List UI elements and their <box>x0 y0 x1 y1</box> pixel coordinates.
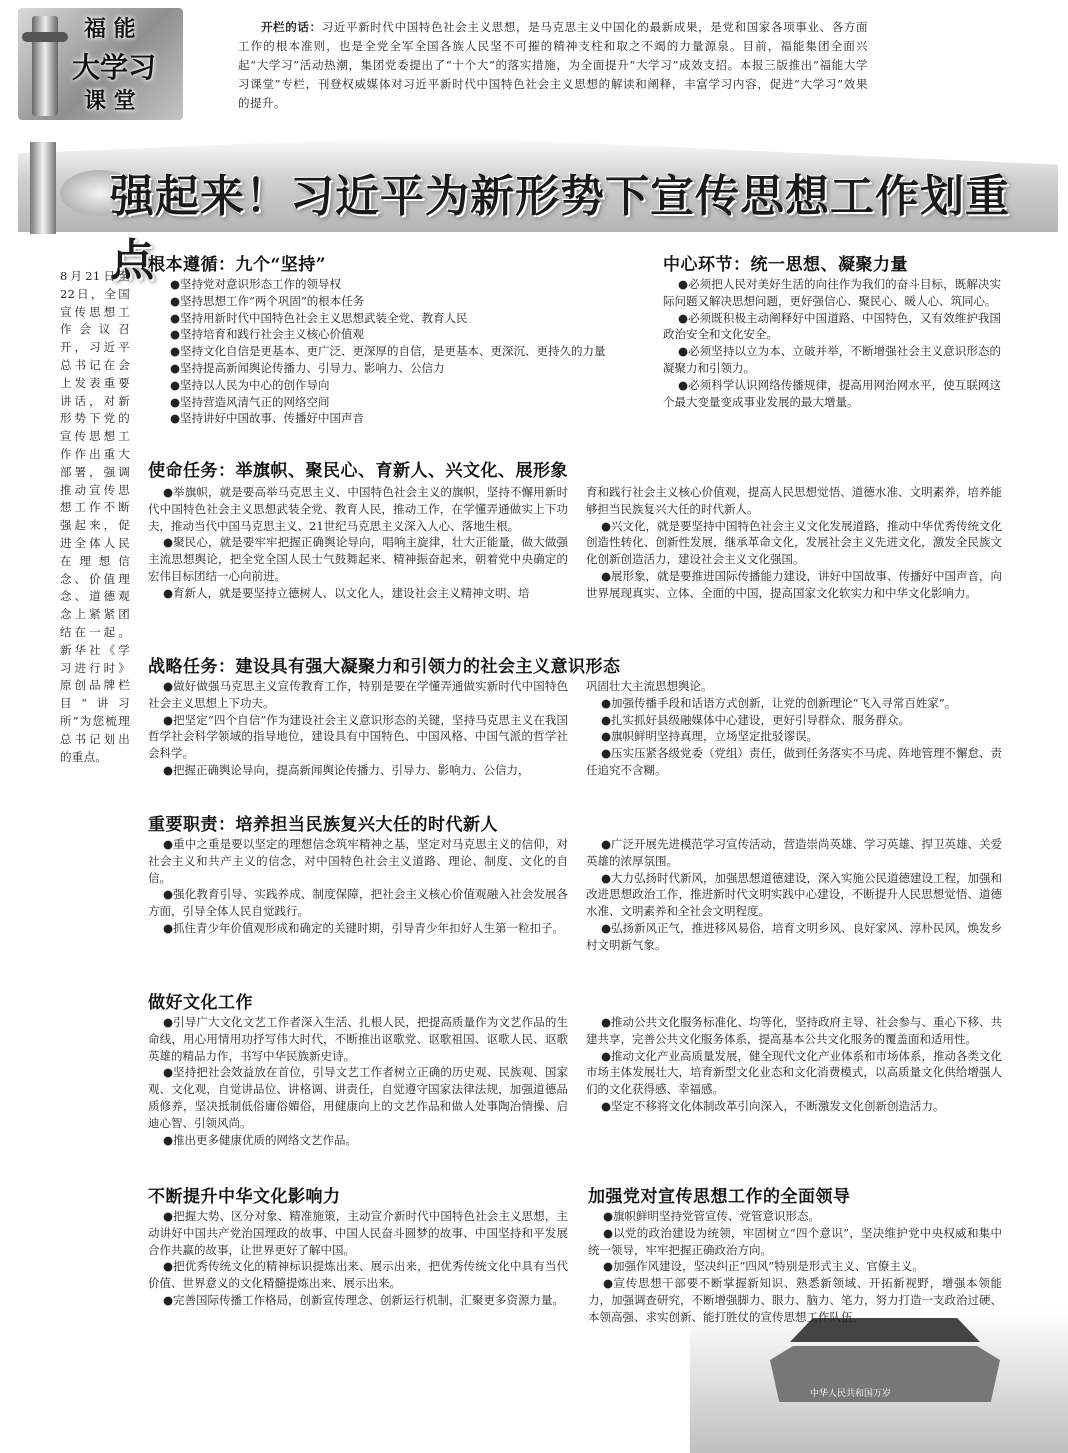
paragraph: ●完善国际传播工作格局，创新宣传理念、创新运行机制，汇聚更多资源力量。 <box>162 1292 564 1307</box>
section-4-right <box>586 678 1002 779</box>
section-5-left <box>148 836 568 937</box>
paragraph: ●必须科学认识网络传播规律，提高用网治网水平，使互联网这个最大变量变成事业发展的最大增量。 <box>663 377 1001 409</box>
paragraph: 育和践行社会主义核心价值观，提高人民思想觉悟、道德水准、文明素养，培养能够担当民族复兴大任的时代新人。 <box>586 485 1002 516</box>
paragraph: ●宣传思想干部要不断掌握新知识、熟悉新领域、开拓新视野，增强本领能力，加强调查研究，不断增强脚力、眼力、脑力、笔力，努力打造一支政治过硬、本领高强、求实创新、能打胜仗的宣传思想工作队伍。 <box>588 1276 1002 1324</box>
section-5-right <box>586 836 1002 954</box>
paragraph: 巩固壮大主流思想舆论。 <box>586 679 713 693</box>
paragraph: ●推动公共文化服务标准化、均等化，坚持政府主导、社会参与、重心下移、共建共享，完善公共文化服务体系，提高基本公共文化服务的覆盖面和适用性。 <box>586 1015 1002 1046</box>
paragraph: ●必须坚持以立为本、立破并举，不断增强社会主义意识形态的凝聚力和引领力。 <box>663 344 1001 375</box>
section-7-body <box>148 1208 568 1309</box>
paragraph: ●推出更多健康优质的网络文艺作品。 <box>162 1132 357 1147</box>
list-item: ●坚持培育和践行社会主义核心价值观 <box>170 327 365 342</box>
paragraph: ●必须把人民对美好生活的向往作为我们的奋斗目标，既解决实际问题又解决思想问题，更好强信心、聚民心、暖人心、筑同心。 <box>663 277 1001 308</box>
paragraph: ●把优秀传统文化的精神标识提炼出来、展示出来，把优秀传统文化中具有当代价值、世界意义的文化精髓提炼出来、展示出来。 <box>148 1259 568 1291</box>
section-6-left <box>148 1014 568 1148</box>
section-title-1: 根本遵循：九个“坚持” <box>148 255 327 275</box>
paragraph: ●以党的政治建设为统领，牢固树立“四个意识”，坚决维护党中央权威和集中统一领导，牢牢把握正确政治方向。 <box>588 1225 1002 1257</box>
list-item: ●坚持思想工作“两个巩固”的根本任务 <box>170 293 365 308</box>
list-item: ●坚持营造风清气正的网络空间 <box>170 394 330 409</box>
paragraph: ●把握大势、区分对象、精准施策，主动宣介新时代中国特色社会主义思想，主动讲好中国共产党治国理政的故事、中国人民奋斗圆梦的故事、中国坚持和平发展合作共赢的故事，让世界更好了解中国。 <box>148 1209 568 1257</box>
paragraph: ●抓住青少年价值观形成和确定的关键时期，引导青少年扣好人生第一粒扣子。 <box>162 920 564 935</box>
paragraph: ●推动文化产业高质量发展，健全现代文化产业体系和市场体系，推动各类文化市场主体发展壮大，培育新型文化业态和文化消费模式，以高质量文化供给增强人们的文化获得感、幸福感。 <box>586 1048 1002 1097</box>
sidebar-lead: 8月21日至22日，全国宣传思想工作会议召开，习近平总书记在会上发表重要讲话，对新形势下党的宣传思想工作作出重大部署，强调推动宣传思想工作不断强起来，促进全体人民在理想信念、价值理念、道德观念上紧紧团结在一起。新华社《学习进行时》原创品牌栏目“讲习所”为您梳理总书记划出的重点。 <box>60 269 130 764</box>
list-item: ●坚持提高新闻舆论传播力、引导力、影响力、公信力 <box>170 360 445 375</box>
logo-line-3: 课 堂 <box>84 89 136 114</box>
tiananmen-sign: 中华人民共和国万岁 <box>810 1389 892 1399</box>
paragraph: ●育新人，就是要坚持立德树人、以文化人，建设社会主义精神文明、培 <box>162 585 530 600</box>
paragraph: ●旗帜鲜明坚持党管宣传、党管意识形态。 <box>602 1209 820 1223</box>
paragraph: ●坚持把社会效益放在首位，引导文艺工作者树立正确的历史观、民族观、国家观、文化观，自觉讲品位、讲格调、讲责任，自觉遵守国家法律法规，加强道德品质修养，坚决抵制低俗庸俗媚俗，用健康向上的文艺作品和做人处事陶冶情操、启迪心智、引领风尚。 <box>148 1065 568 1130</box>
paragraph: ●广泛开展先进模范学习宣传活动，营造崇尚英雄、学习英雄、捍卫英雄、关爱英雄的浓厚氛围。 <box>586 837 1002 868</box>
paragraph: ●做好做强马克思主义宣传教育工作，特别是要在学懂弄通做实新时代中国特色社会主义思想上下功夫。 <box>148 679 568 710</box>
list-item: ●坚持以人民为中心的创作导向 <box>170 377 330 392</box>
page-headline: 强起来！习近平为新形势下宣传思想工作划重点 <box>110 171 1010 286</box>
section-title-3: 使命任务：举旗帜、聚民心、育新人、兴文化、展形象 <box>148 461 568 481</box>
logo-line-1: 福 能 <box>84 17 136 42</box>
paragraph: ●把握正确舆论导向，提高新闻舆论传播力、引导力、影响力、公信力， <box>162 762 530 777</box>
paragraph: ●引导广大文化文艺工作者深入生活、扎根人民，把提高质量作为文艺作品的生命线，用心用情用功抒写伟大时代，不断推出讴歌党、讴歌祖国、讴歌人民、讴歌英雄的精品力作，书写中华民族新史诗。 <box>148 1015 568 1063</box>
list-item: ●坚持用新时代中国特色社会主义思想武装全党、教育人民 <box>170 310 468 325</box>
section-1-list <box>150 276 660 427</box>
paragraph: ●大力弘扬时代新风，加强思想道德建设，深入实施公民道德建设工程，加强和改进思想政治工作，推进新时代文明实践中心建设，不断提升人民思想觉悟、道德水准、文明素养和全社会文明程度。 <box>586 870 1002 919</box>
paragraph: ●重中之重是要以坚定的理想信念筑牢精神之基，坚定对马克思主义的信仰，对社会主义和共产主义的信念，对中国特色社会主义道路、理论、制度、文化的自信。 <box>148 837 568 885</box>
section-4-left <box>148 678 568 779</box>
huabiao-column-image <box>32 16 58 116</box>
section-3-left <box>148 484 568 602</box>
paragraph: ●展形象，就是要推进国际传播能力建设，讲好中国故事、传播好中国声音，向世界展现真实、立体、全面的中国，提高国家文化软实力和中华文化影响力。 <box>586 568 1002 600</box>
paragraph: ●旗帜鲜明坚持真理，立场坚定批驳谬误。 <box>600 729 818 744</box>
paragraph: ●把坚定“四个自信”作为建设社会主义意识形态的关键，坚持马克思主义在我国哲学社会科学领域的指导地位，建设具有中国特色、中国风格、中国气派的哲学社会科学。 <box>148 712 568 761</box>
list-item: ●坚持文化自信是更基本、更广泛、更深厚的自信，是更基本、更深沉、更持久的力量 <box>170 344 606 359</box>
section-3-right <box>586 484 1002 602</box>
section-title-6: 做好文化工作 <box>148 993 253 1013</box>
section-title-2: 中心环节：统一思想、凝聚力量 <box>663 255 908 275</box>
intro-text: 习近平新时代中国特色社会主义思想，是马克思主义中国化的最新成果，是党和国家各项事业、各方面工作的根本准则，也是全党全军全国各族人民坚不可摧的精神支柱和取之不竭的力量源泉。目前，福能集团全面兴起“大学习”活动热潮，集团党委提出了“十个大”的落实措施，为全面提升“大学习”成效支招。本报三版推出“福能大学习课堂”专栏，刊登权威媒体对习近平新时代中国特色社会主义思想的解读和阐释，丰富学习内容，促进“大学习”效果的提升。 <box>238 20 868 110</box>
list-item: ●坚持党对意识形态工作的领导权 <box>170 277 342 291</box>
huabiao-decoration <box>30 142 56 234</box>
intro-paragraph <box>238 18 868 113</box>
section-title-5: 重要职责：培养担当民族复兴大任的时代新人 <box>148 815 498 835</box>
section-6-right <box>586 1014 1002 1115</box>
paragraph: ●强化教育引导、实践养成、制度保障，把社会主义核心价值观融入社会发展各方面，引导全体人民自觉践行。 <box>148 887 568 919</box>
paragraph: ●加强传播手段和话语方式创新，让党的创新理论“飞入寻常百姓家”。 <box>600 695 957 710</box>
section-title-8: 加强党对宣传思想工作的全面领导 <box>588 1187 851 1207</box>
paragraph: ●兴文化，就是要坚持中国特色社会主义文化发展道路，推动中华优秀传统文化创造性转化、创新性发展，继承革命文化，发展社会主义先进文化，激发全民族文化创新创造活力，建设社会主义文化强国。 <box>586 518 1002 567</box>
section-8-body <box>588 1208 1002 1326</box>
logo-line-2: 大学习 <box>72 51 157 84</box>
paragraph: ●扎实抓好县级融媒体中心建设，更好引导群众、服务群众。 <box>600 712 910 727</box>
section-title-7: 不断提升中华文化影响力 <box>148 1187 341 1207</box>
paragraph: ●必须既积极主动阐释好中国道路、中国特色，又有效维护我国政治安全和文化安全。 <box>663 310 1001 342</box>
section-2-body <box>663 276 1001 410</box>
column-logo <box>18 8 183 120</box>
list-item: ●坚持讲好中国故事、传播好中国声音 <box>170 411 365 426</box>
intro-label: 开栏的话： <box>261 20 322 34</box>
paragraph: ●坚定不移将文化体制改革引向深入，不断激发文化创新创造活力。 <box>600 1098 945 1113</box>
paragraph: ●举旗帜，就是要高举马克思主义、中国特色社会主义的旗帜，坚持不懈用新时代中国特色社会主义思想武装全党、教育人民，推动工作，在学懂弄通做实上下功夫，推动当代中国马克思主义、21世纪马克思主义深入人心、落地生根。 <box>148 485 568 533</box>
paragraph: ●压实压紧各级党委（党组）责任，做到任务落实不马虎、阵地管理不懈怠、责任追究不含糊。 <box>586 746 1002 777</box>
paragraph: ●弘扬新风正气，推进移风易俗，培育文明乡风、良好家风、淳朴民风，焕发乡村文明新气象。 <box>586 920 1002 952</box>
section-title-4: 战略任务：建设具有强大凝聚力和引领力的社会主义意识形态 <box>148 657 621 677</box>
paragraph: ●加强作风建设，坚决纠正“四风”特别是形式主义、官僚主义。 <box>602 1259 924 1274</box>
paragraph: ●聚民心，就是要牢牢把握正确舆论导向，唱响主旋律，壮大正能量，做大做强主流思想舆论，把全党全国人民士气鼓舞起来、精神振奋起来，朝着党中央确定的宏伟目标团结一心向前进。 <box>148 535 568 583</box>
